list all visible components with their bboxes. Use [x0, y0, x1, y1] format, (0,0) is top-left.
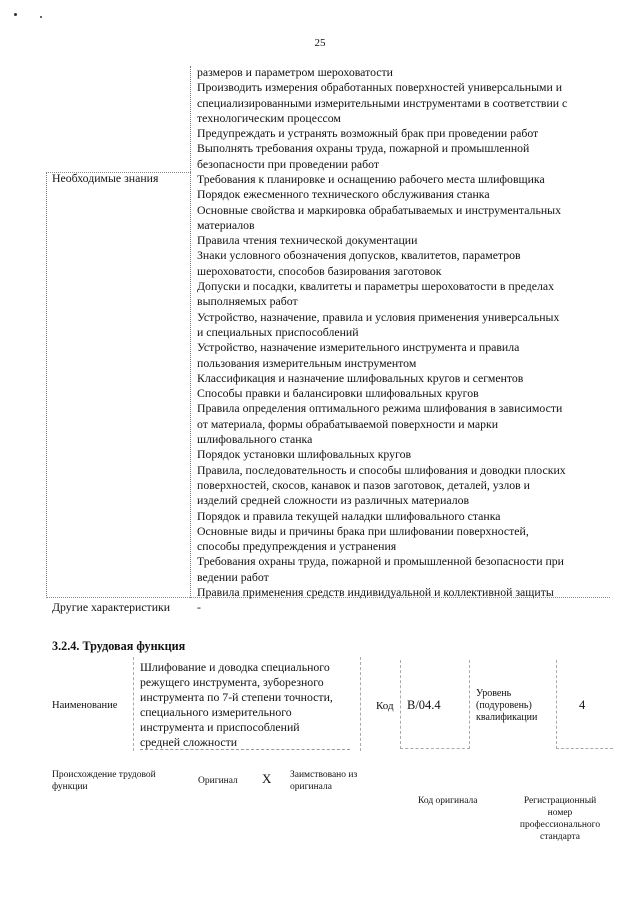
knowledge-line: Устройство, назначение, правила и условия применения универсальных [197, 309, 560, 324]
origin-label-line: Происхождение трудовой [52, 770, 156, 780]
knowledge-line: выполняемых работ [197, 294, 298, 309]
knowledge-line: Правила определения оптимального режима шлифования в зависимости [197, 401, 563, 416]
origin-label-line: функции [52, 782, 88, 792]
knowledge-line: Устройство, назначение измерительного инструмента и правила [197, 340, 520, 355]
knowledge-line: Требования охраны труда, пожарной и промышленной безопасности при [197, 554, 564, 569]
skill-line: безопасности при проведении работ [197, 156, 379, 171]
knowledge-line: Классификация и назначение шлифовальных кругов и сегментов [197, 370, 524, 385]
qualification-level-label-line: (подуровень) [476, 700, 532, 711]
function-name-line: средней сложности [140, 735, 238, 749]
knowledge-line: Способы правки и балансировки шлифовальных кругов [197, 386, 479, 401]
skill-line: размеров и параметром шероховатости [197, 65, 393, 79]
other-characteristics-label: Другие характеристики [52, 600, 171, 614]
borrowed-label [290, 769, 357, 793]
skill-line: Предупреждать и устранять возможный брак при проведении работ [197, 126, 539, 141]
skill-line: Выполнять требования охраны труда, пожарной и промышленной [197, 141, 530, 156]
registration-number-line: Регистрационный [523, 796, 597, 806]
skill-line: технологическим процессом [197, 110, 341, 125]
function-name-line: Шлифование и доводка специального [140, 660, 330, 674]
function-name-line: инструмента и приспособлений [140, 720, 300, 734]
knowledge-line: ведении работ [197, 569, 269, 584]
knowledge-line: и специальных приспособлений [197, 324, 359, 339]
scan-speck [14, 13, 17, 16]
knowledge-line: изделий средней сложности из различных материалов [197, 493, 470, 508]
function-name-line: режущего инструмента, зуборезного [140, 675, 324, 689]
code-value: B/04.4 [407, 698, 441, 712]
function-name-label: Наименование [52, 700, 118, 711]
original-mark: X [262, 771, 272, 786]
registration-number-label [508, 795, 612, 843]
knowledge-line: Требования к планировке и оснащению рабочего места шлифовщика [197, 172, 545, 186]
knowledge-line: Основные виды и причины брака при шлифовании поверхностей, [197, 523, 529, 538]
knowledge-line: Порядок установки шлифовальных кругов [197, 447, 412, 462]
section-heading: 3.2.4. Трудовая функция [52, 639, 186, 653]
knowledge-line: Знаки условного обозначения допусков, квалитетов, параметров [197, 248, 521, 263]
borrowed-label-line: Заимствовано из [290, 770, 358, 780]
skill-line: Производить измерения обработанных поверхностей универсальными и [197, 80, 563, 95]
knowledge-line: шероховатости, способов базирования заготовок [197, 263, 442, 278]
knowledge-line: Основные свойства и маркировка обрабатываемых и инструментальных [197, 202, 561, 217]
skills-continued-cell [197, 65, 610, 172]
knowledge-cell [197, 172, 610, 600]
knowledge-line: шлифовального станка [197, 432, 313, 447]
skill-line: специализированными измерительными инструментами в соответствии с [197, 95, 568, 110]
original-label: Оригинал [198, 776, 238, 786]
knowledge-line: Правила, последовательность и способы шлифования и доводки плоских [197, 462, 566, 477]
scan-speck [40, 16, 42, 18]
qualification-level-label-line: Уровень [476, 688, 512, 699]
page-number: 25 [314, 37, 326, 49]
table-left-border [46, 172, 47, 598]
registration-number-line: стандарта [540, 832, 580, 842]
knowledge-line: от материала, формы обрабатываемой поверхности и марки [197, 416, 499, 431]
code-label: Код [376, 700, 394, 712]
function-name-line: инструмента по 7-й степени точности, [140, 690, 333, 704]
qualification-level-value: 4 [579, 698, 586, 712]
other-characteristics-value: - [197, 600, 201, 614]
knowledge-label: Необходимые знания [52, 171, 159, 185]
function-name-underline [140, 749, 350, 750]
knowledge-line: способы предупреждения и устранения [197, 539, 397, 554]
registration-number-line: номер [547, 808, 573, 818]
function-name-line: специального измерительного [140, 705, 292, 719]
knowledge-line: материалов [197, 217, 255, 232]
knowledge-line: Правила применения средств индивидуальной и коллективной защиты [197, 585, 554, 600]
knowledge-line: поверхностей, скосов, канавок и пазов заготовок, деталей, узлов и [197, 477, 530, 492]
knowledge-line: Порядок ежесменного технического обслуживания станка [197, 187, 490, 202]
table-column-divider [190, 66, 191, 598]
qualification-level-label-line: квалификации [476, 712, 538, 723]
knowledge-line: Правила чтения технической документации [197, 233, 418, 248]
registration-number-line: профессионального [519, 820, 601, 830]
origin-code-label: Код оригинала [418, 796, 478, 806]
function-name-text [140, 660, 355, 750]
origin-label [52, 769, 156, 793]
borrowed-label-line: оригинала [290, 782, 332, 792]
knowledge-line: Допуски и посадки, квалитеты и параметры шероховатости в пределах [197, 279, 554, 294]
knowledge-line: Порядок и правила текущей наладки шлифовального станка [197, 508, 501, 523]
knowledge-line: пользования измерительным инструментом [197, 355, 417, 370]
qualification-level-label [476, 688, 537, 724]
